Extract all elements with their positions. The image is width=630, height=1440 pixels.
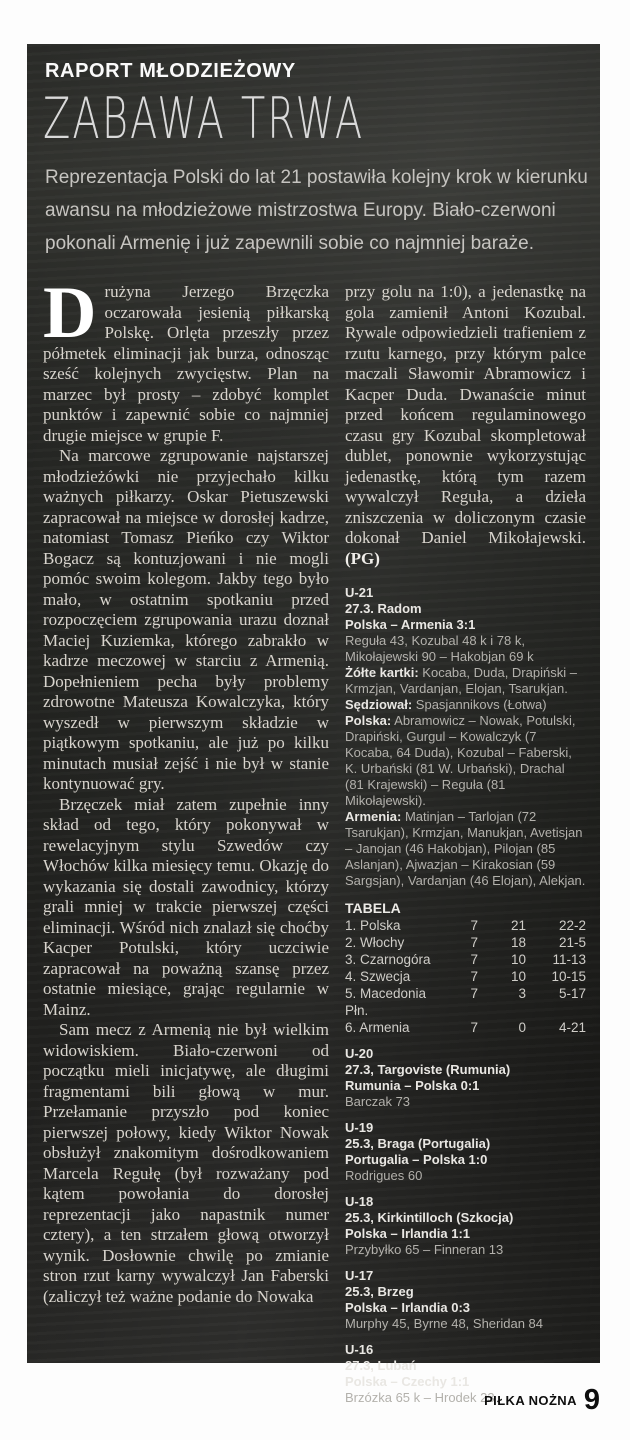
matches-played: 7 xyxy=(470,952,478,967)
goal-difference: 22-2 xyxy=(558,918,586,933)
goal-difference: 5-17 xyxy=(558,986,586,1001)
standings-row xyxy=(345,934,586,951)
match-report-u-19 xyxy=(345,1120,586,1184)
match-category: U-17 xyxy=(345,1268,374,1283)
match-category: U-20 xyxy=(345,1046,374,1061)
standings-row xyxy=(345,951,586,968)
kicker: RAPORT MŁODZIEŻOWY xyxy=(45,60,296,82)
other-match-reports xyxy=(345,1046,586,1406)
matches-played: 7 xyxy=(470,1020,478,1035)
match-category: U-21 xyxy=(345,585,374,600)
page-footer xyxy=(484,1386,600,1414)
match-detail-line: Żółte kartki: Kocaba, Duda, Drapiński – Krmzjan, Vardanjan, Elojan, Tsarukjan. xyxy=(345,665,577,696)
match-detail-line: Sędziował: Spasjannikovs (Łotwa) xyxy=(345,697,547,712)
detail-label: Armenia: xyxy=(345,809,402,824)
match-score-line: Rumunia – Polska 0:1 xyxy=(345,1078,480,1093)
goal-difference: 4-21 xyxy=(558,1020,586,1035)
points: 0 xyxy=(518,1020,526,1035)
article-column-left xyxy=(43,272,329,1416)
runover-text: przy golu na 1:0), a jedenastkę na gola zamienił Antoni Kozubal. Rywale odpowiedzieli trafieniem z rzutu karnego, przy którym palce maczali Sławomir Abramowicz i Kacper Duda. Dwanaście minut przed końcem regulaminowego czasu gry Kozubal skompletował dublet, ponownie wykorzystując jedenastkę, którą tym razem wywalczył Reguła, a dzieła zniszczenia w doliczonym czasie dokonał Daniel Mikołajewski. xyxy=(345,282,586,547)
article-columns xyxy=(37,272,588,1416)
match-report-u21 xyxy=(345,585,586,889)
match-score-line: Polska – Armenia 3:1 xyxy=(345,617,476,632)
match-scorers: Rodrigues 60 xyxy=(345,1168,423,1183)
match-score-line: Polska – Irlandia 0:3 xyxy=(345,1300,471,1315)
goal-difference: 11-13 xyxy=(552,952,586,967)
match-score-line: Portugalia – Polska 1:0 xyxy=(345,1152,488,1167)
article-paragraph: Na marcowe zgrupowanie najstarszej młodzieżówki nie przyjechało kilku ważnych piłkarzy. Oskar Pietuszewski zapracował na miejsce w dorosłej kadrze, natomiast Tomasz Pieńko czy Wiktor Bogacz są kontuzjowani i nie mogli pomóc swoim kolegom. Jakby tego było mało, w ostatnim spotkaniu przed rozpoczęciem zgrupowania urazu doznał Maciej Kuziemka, którego zabrakło w kadrze meczowej w starciu z Armenią. Dopełnieniem pecha były problemy zdrowotne Mateusza Kowalczyka, który wyszedł w pierwszym składzie w piątkowym spotkaniu, ale już po kilku minutach musiał zejść i nie był w stanie kontynuować gry. xyxy=(43,446,329,793)
team-name: 3. Czarnogóra xyxy=(345,952,431,967)
detail-label: Żółte kartki: xyxy=(345,665,419,680)
match-report-u-18 xyxy=(345,1194,586,1258)
standings-row xyxy=(345,985,586,1019)
points: 21 xyxy=(510,918,526,933)
matches-played: 7 xyxy=(470,918,478,933)
points: 3 xyxy=(518,986,526,1001)
article-column-right xyxy=(345,282,586,1416)
matches-played: 7 xyxy=(470,969,478,984)
matches-played: 7 xyxy=(470,986,478,1001)
footer-section-label: PIŁKA NOŻNA xyxy=(484,1392,577,1408)
standings-rows xyxy=(345,917,586,1036)
match-scorers: Przybyłko 65 – Finneran 13 xyxy=(345,1242,504,1257)
match-category: U-19 xyxy=(345,1120,374,1135)
match-date-venue: 27.3, Targoviste (Rumunia) xyxy=(345,1062,511,1077)
points: 18 xyxy=(510,935,526,950)
detail-label: Polska: xyxy=(345,713,392,728)
headline: ZABAWA TRWA xyxy=(43,86,365,152)
standings-row xyxy=(345,1019,586,1036)
match-detail-line: Polska: Abramowicz – Nowak, Potulski, Drapiński, Gurgul – Kowalczyk (7 Kocaba, 64 Duda), Kozubal – Faberski, K. Urbański (81 W. Urbański), Drachal (81 Krajewski) – Reguła (81 Mikołajewski). xyxy=(345,713,576,808)
team-name: 1. Polska xyxy=(345,918,401,933)
points: 10 xyxy=(510,952,526,967)
standings-table xyxy=(345,899,586,1036)
match-detail-line: Armenia: Matinjan – Tarlojan (72 Tsarukjan), Krmzjan, Manukjan, Avetisjan – Janojan (46 Hakobjan), Pilojan (85 Aslanjan), Ajwazjan – Kirakosian (59 Sargsjan), Vardanjan (46 Elojan), Alekjan. xyxy=(345,809,586,888)
points: 10 xyxy=(510,969,526,984)
match-date-venue: 25.3, Kirkintilloch (Szkocja) xyxy=(345,1210,514,1225)
standings-title: TABELA xyxy=(345,900,401,916)
author-initials: (PG) xyxy=(345,548,380,568)
match-report-u-17 xyxy=(345,1268,586,1332)
match-date-venue: 27.3, Lubań xyxy=(345,1358,417,1373)
match-scorers: Reguła 43, Kozubal 48 k i 78 k, Mikołajewski 90 – Hakobjan 69 k xyxy=(345,633,534,664)
detail-label: Sędziował: xyxy=(345,697,413,712)
article-paragraph: Sam mecz z Armenią nie był wielkim widowiskiem. Biało-czerwoni od początku mieli inicjatywę, ale długimi fragmentami bili głową w mur. Przełamanie przyszło pod koniec pierwszej połowy, kiedy Wiktor Nowak obsłużył znakomitym dośrodkowaniem Marcela Regułę (był rozważany pod kątem powołania do dorosłej reprezentacji jako napastnik numer cztery), a ten strzałem głową otworzył wynik. Dosłownie chwilę po zmianie stron rzut karny wywalczył Jan Faberski (zaliczył też ważne podanie do Nowaka xyxy=(43,1020,329,1306)
match-date-venue: 25.3, Brzeg xyxy=(345,1284,414,1299)
match-category: U-16 xyxy=(345,1342,374,1357)
standings-row xyxy=(345,917,586,934)
goal-difference: 21-5 xyxy=(558,935,586,950)
goal-difference: 10-15 xyxy=(551,969,586,984)
match-score-line: Polska – Czechy 1:1 xyxy=(345,1374,470,1389)
match-date-venue: 27.3. Radom xyxy=(345,601,422,616)
article-runover-paragraph xyxy=(345,282,586,569)
match-report-u-20 xyxy=(345,1046,586,1110)
team-name: 4. Szwecja xyxy=(345,969,411,984)
article-paragraph: Drużyna Jerzego Brzęczka oczarowała jesienią piłkarską Polskę. Orlęta przeszły przez półmetek eliminacji jak burza, odnosząc sześć kolejnych zwycięstw. Plan na marzec był prosty – zdobyć komplet punktów i zapewnić sobie co najmniej drugie miejsce w grupie F. xyxy=(43,272,329,445)
page-number: 9 xyxy=(583,1384,600,1416)
team-name: 5. Macedonia Płn. xyxy=(345,986,427,1018)
team-name: 2. Włochy xyxy=(345,935,405,950)
match-date-venue: 25.3, Braga (Portugalia) xyxy=(345,1136,491,1151)
match-category: U-18 xyxy=(345,1194,374,1209)
match-scorers: Murphy 45, Byrne 48, Sheridan 84 xyxy=(345,1316,544,1331)
lede: Reprezentacja Polski do lat 21 postawiła kolejny krok w kierunku awansu na młodzieżowe mistrzostwa Europy. Biało-czerwoni pokonali Armenię i już zapewnili sobie co najmniej baraże. xyxy=(45,167,588,254)
match-score-line: Polska – Irlandia 1:1 xyxy=(345,1226,471,1241)
match-scorers: Barczak 73 xyxy=(345,1094,411,1109)
team-name: 6. Armenia xyxy=(345,1020,410,1035)
dropcap-letter: D xyxy=(43,272,97,354)
matches-played: 7 xyxy=(470,935,478,950)
standings-row xyxy=(345,968,586,985)
match-scorers: Brzózka 65 k – Hrodek 23 xyxy=(345,1390,495,1405)
article-paragraph: Brzęczek miał zatem zupełnie inny skład od tego, który pokonywał w rewelacyjnym stylu Szwedów czy Włochów kilka miesięcy temu. Okazję do wykazania się dostali zawodnicy, którzy grali mniej w trakcie pierwszej części eliminacji. Wśród nich znalazł się choćby Kacper Potulski, który uczciwie zapracował na poważną szansę przez ostatnie miesiące, grając regularnie w Mainz. xyxy=(43,794,329,1019)
